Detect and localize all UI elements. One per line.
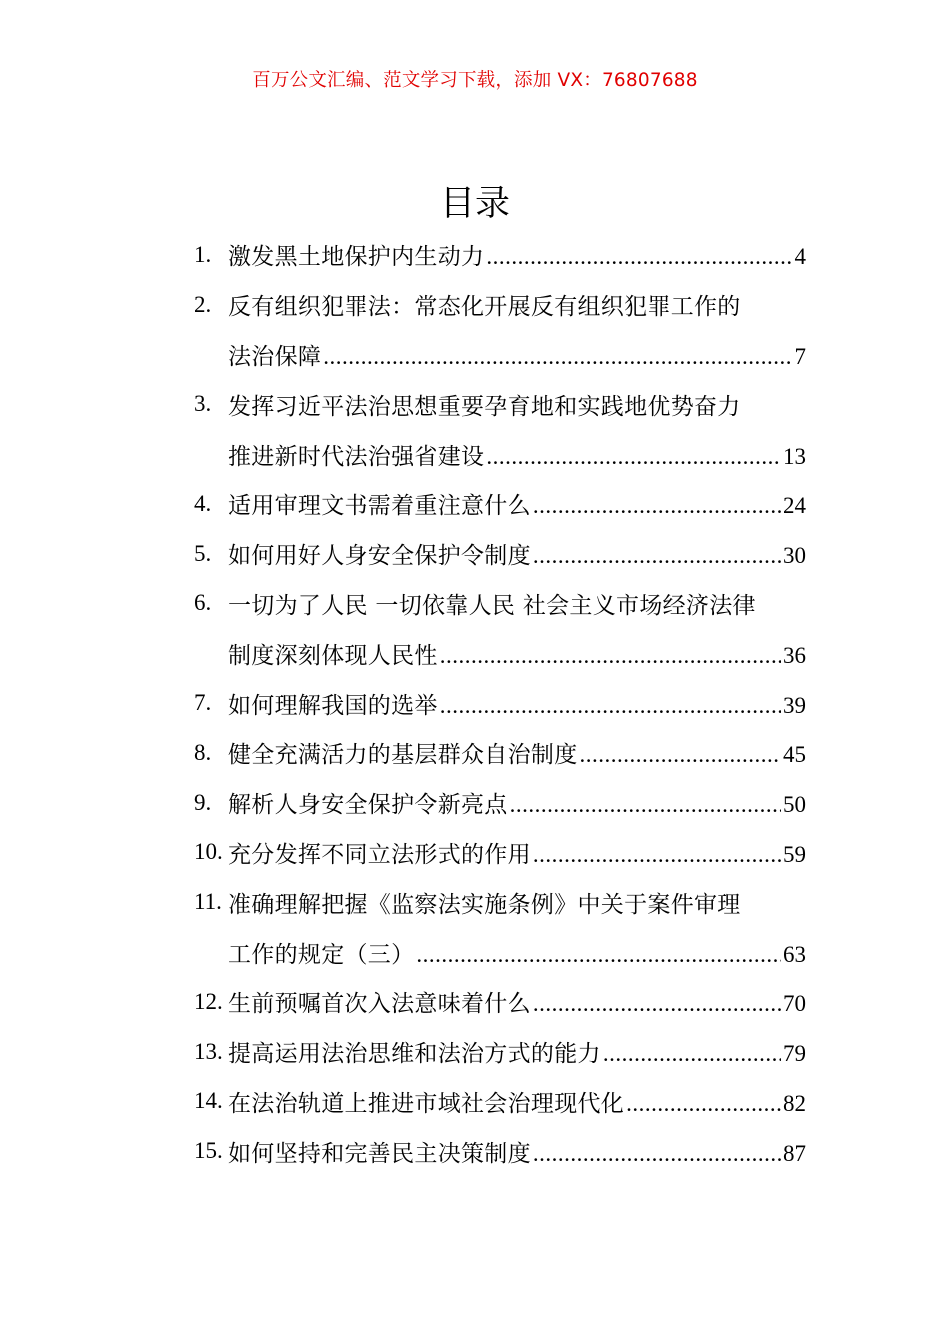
toc-entry-title: 工作的规定（三）: [228, 941, 415, 968]
toc-entry-title: 如何理解我国的选举: [228, 692, 438, 719]
toc-entry-number: 8.: [194, 739, 212, 765]
dot-leader: [486, 444, 781, 470]
table-of-contents: [194, 230, 806, 1176]
toc-page-number: 39: [783, 692, 806, 718]
toc-entry-number: 5.: [194, 540, 212, 566]
toc-page-number: 79: [783, 1041, 806, 1067]
toc-entry-line[interactable]: [194, 280, 806, 330]
toc-page-number: 7: [794, 343, 806, 369]
toc-entry-number: 12.: [194, 988, 223, 1014]
toc-entry-title: 发挥习近平法治思想重要孕育地和实践地优势奋力: [228, 393, 741, 420]
dot-leader: [323, 344, 792, 370]
toc-entry-number: 1.: [194, 241, 212, 267]
toc-entry-line[interactable]: [194, 230, 806, 280]
toc-entry-title: 提高运用法治思维和法治方式的能力: [228, 1041, 601, 1068]
toc-entry-line[interactable]: [194, 778, 806, 828]
toc-entry-line[interactable]: [194, 330, 806, 380]
toc-entry-number: 10.: [194, 839, 223, 865]
toc-page-number: 45: [783, 742, 806, 768]
toc-entry-number: 14.: [194, 1088, 223, 1114]
toc-page-number: 24: [783, 493, 806, 519]
toc-entry-line[interactable]: [194, 1077, 806, 1127]
dot-leader: [416, 942, 781, 968]
toc-entry-number: 9.: [194, 789, 212, 815]
toc-entry-title: 一切为了人民 一切依靠人民 社会主义市场经济法律: [228, 592, 756, 619]
toc-entry-number: 11.: [194, 889, 222, 915]
dot-leader: [603, 1041, 781, 1067]
toc-entry-title: 推进新时代法治强省建设: [228, 443, 485, 470]
toc-page-number: 59: [783, 841, 806, 867]
toc-entry-number: 2.: [194, 291, 212, 317]
toc-entry-title: 生前预嘱首次入法意味着什么: [228, 991, 531, 1018]
dot-leader: [533, 842, 781, 868]
dot-leader: [440, 643, 781, 669]
toc-entry-line[interactable]: [194, 927, 806, 977]
toc-entry-number: 4.: [194, 490, 212, 516]
toc-page-number: 30: [783, 543, 806, 569]
dot-leader: [626, 1091, 781, 1117]
dot-leader: [580, 742, 782, 768]
toc-page-number: 87: [783, 1140, 806, 1166]
toc-entry-line[interactable]: [194, 678, 806, 728]
toc-entry-line[interactable]: [194, 728, 806, 778]
toc-entry-number: 15.: [194, 1138, 223, 1164]
toc-entry-line[interactable]: [194, 1027, 806, 1077]
toc-entry-line[interactable]: [194, 529, 806, 579]
toc-entry-title: 在法治轨道上推进市域社会治理现代化: [228, 1090, 625, 1117]
dot-leader: [486, 244, 792, 270]
toc-page-number: 13: [783, 443, 806, 469]
toc-entry-title: 制度深刻体现人民性: [228, 642, 438, 669]
toc-entry-title: 适用审理文书需着重注意什么: [228, 493, 531, 520]
toc-entry-title: 准确理解把握《监察法实施条例》中关于案件审理: [228, 891, 741, 918]
toc-entry-line[interactable]: [194, 379, 806, 429]
toc-entry-line[interactable]: [194, 828, 806, 878]
toc-entry-line[interactable]: [194, 429, 806, 479]
dot-leader: [533, 1141, 781, 1167]
toc-entry-line[interactable]: [194, 977, 806, 1027]
toc-page-number: 50: [783, 792, 806, 818]
toc-entry-title: 健全充满活力的基层群众自治制度: [228, 742, 578, 769]
dot-leader: [533, 991, 781, 1017]
toc-entry-number: 7.: [194, 690, 212, 716]
toc-entry-title: 如何坚持和完善民主决策制度: [228, 1140, 531, 1167]
toc-entry-title: 如何用好人身安全保护令制度: [228, 543, 531, 570]
dot-leader: [510, 792, 781, 818]
toc-entry-title: 法治保障: [228, 343, 322, 370]
toc-entry-title: 充分发挥不同立法形式的作用: [228, 841, 531, 868]
toc-page-number: 63: [783, 941, 806, 967]
toc-entry-number: 6.: [194, 590, 212, 616]
download-banner: 百万公文汇编、范文学习下载，添加 VX：76807688: [252, 70, 698, 91]
toc-entry-line[interactable]: [194, 628, 806, 678]
toc-entry-line[interactable]: [194, 1126, 806, 1176]
dot-leader: [533, 493, 781, 519]
dot-leader: [533, 543, 781, 569]
page-title: 目录: [439, 184, 510, 224]
toc-entry-title: 反有组织犯罪法：常态化开展反有组织犯罪工作的: [228, 294, 741, 321]
toc-page-number: 82: [783, 1090, 806, 1116]
dot-leader: [440, 693, 781, 719]
toc-page-number: 4: [794, 244, 806, 270]
toc-page-number: 36: [783, 642, 806, 668]
toc-entry-title: 解析人身安全保护令新亮点: [228, 792, 508, 819]
toc-entry-title: 激发黑土地保护内生动力: [228, 244, 485, 271]
toc-entry-line[interactable]: [194, 479, 806, 529]
toc-entry-number: 13.: [194, 1038, 223, 1064]
toc-entry-line[interactable]: [194, 877, 806, 927]
toc-entry-number: 3.: [194, 391, 212, 417]
toc-entry-line[interactable]: [194, 579, 806, 629]
toc-page-number: 70: [783, 991, 806, 1017]
